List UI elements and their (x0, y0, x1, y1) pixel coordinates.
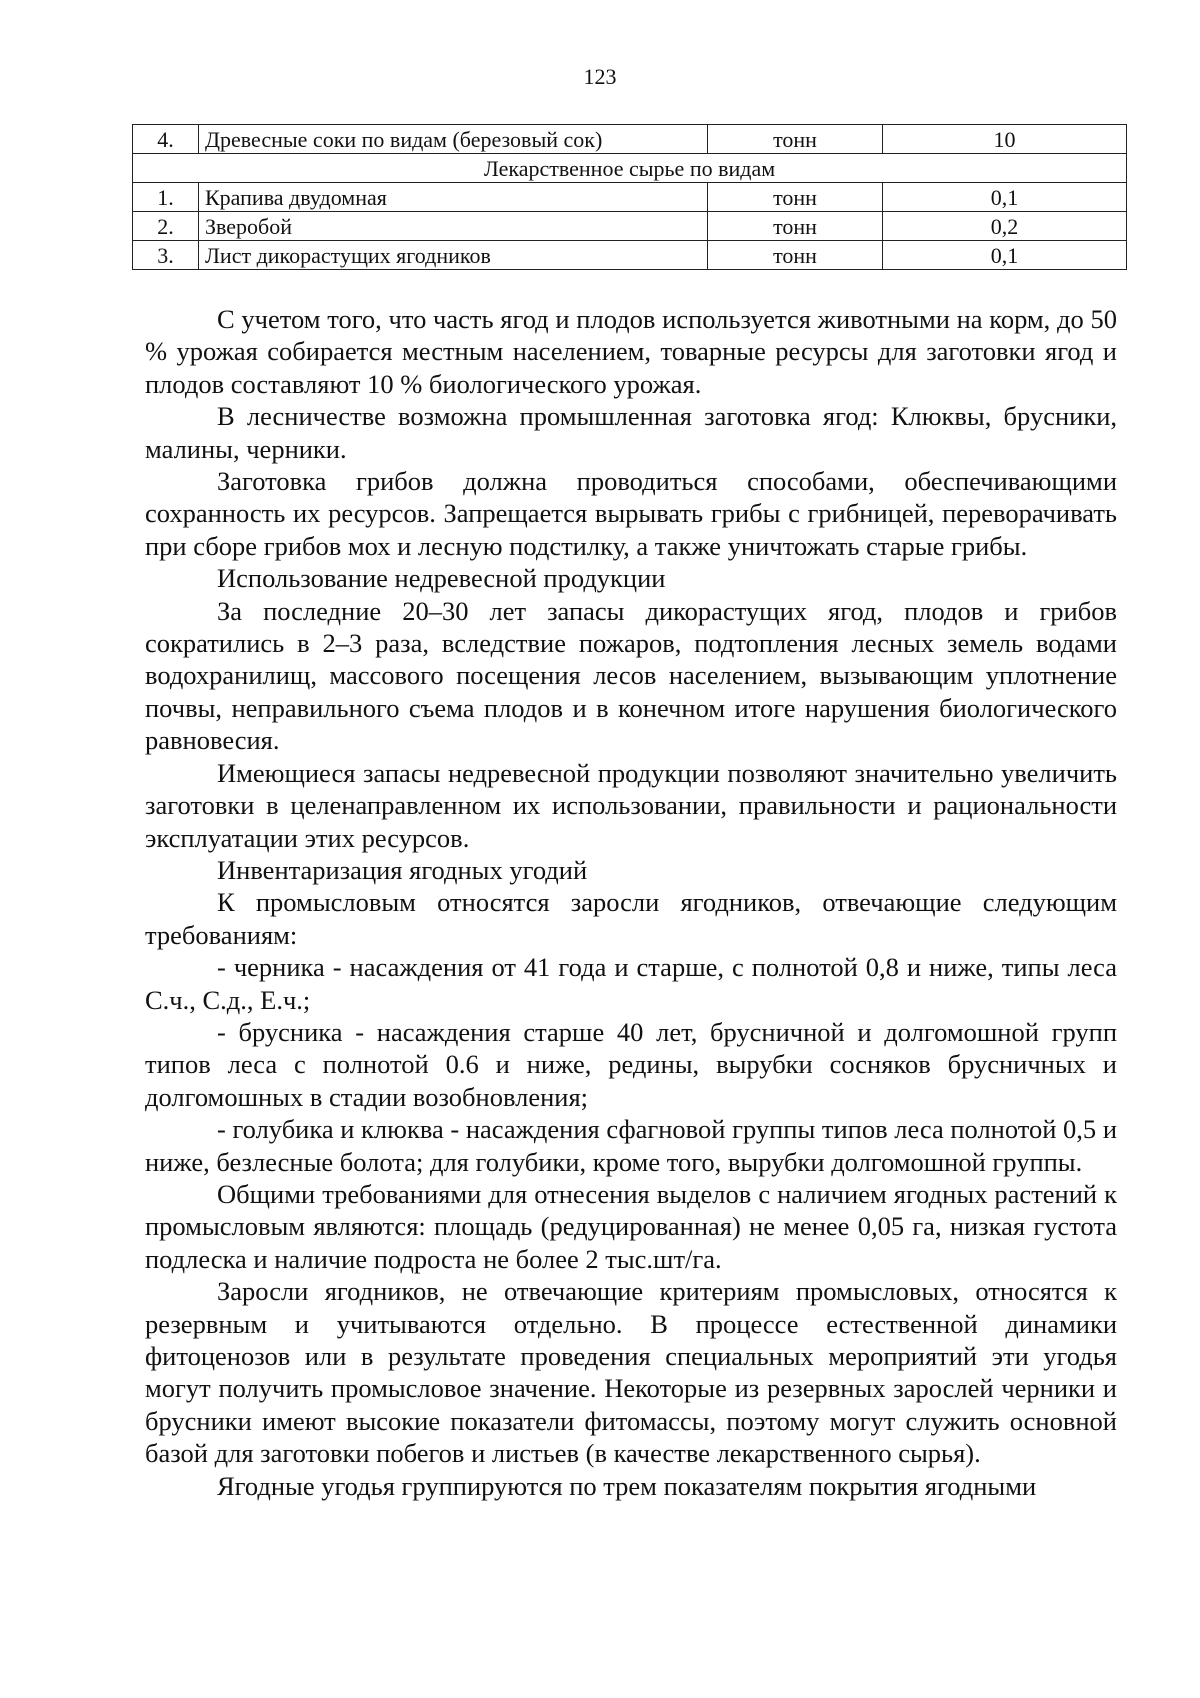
row-unit: тонн (708, 212, 883, 241)
paragraph: Имеющиеся запасы недревесной продукции позволяют значительно увеличить заготовки в целенаправленном их использовании, правильности и рациональности эксплуатации этих ресурсов. (145, 757, 1117, 853)
table-row (133, 241, 1127, 270)
table-group-header: Лекарственное сырье по видам (133, 154, 1127, 183)
row-value: 0,2 (883, 212, 1127, 241)
section-heading: Использование недревесной продукции (217, 563, 666, 594)
table-row (133, 125, 1127, 154)
table-group-header-row (133, 154, 1127, 183)
paragraph: Заготовка грибов должна проводиться способами, обеспечивающими сохранность их ресурсов. Запрещается вырывать грибы с грибницей, переворачивать при сборе грибов мох и лесную подстилку, а также уничтожать старые грибы. (145, 466, 1117, 561)
row-name: Зверобой (199, 212, 708, 241)
paragraph: В лесничестве возможна промышленная заготовка ягод: Клюквы, брусники, малины, черники. (145, 401, 1117, 464)
table-row (133, 212, 1127, 241)
row-number: 3. (133, 241, 199, 270)
row-name: Древесные соки по видам (березовый сок) (199, 125, 708, 154)
paragraph: Общими требованиями для отнесения выделов с наличием ягодных растений к промысловым являются: площадь (редуцированная) не менее 0,05 га, низкая густота подлеска и наличие подроста не более 2 тыс.шт/га. (145, 1178, 1117, 1274)
paragraph: С учетом того, что часть ягод и плодов используется животными на корм, до 50 % урожая собирается местным населением, товарные ресурсы для заготовки ягод и плодов составляют 10 % биологического урожая. (145, 304, 1117, 399)
paragraph: Ягодные угодья группируются по трем показателям покрытия ягодными (217, 1470, 1037, 1501)
row-value: 0,1 (883, 241, 1127, 270)
paragraph: Заросли ягодников, не отвечающие критериям промысловых, относятся к резервным и учитываются отдельно. В процессе естественной динамики фитоценозов или в результате проведения специальных мероприятий эти угодья могут получить промысловое значение. Некоторые из резервных зарослей черники и брусники имеют высокие показатели фитомассы, поэтому могут служить основной базой для заготовки побегов и листьев (в качестве лекарственного сырья). (145, 1276, 1117, 1469)
row-unit: тонн (708, 183, 883, 212)
paragraph: К промысловым относятся заросли ягодников, отвечающие следующим требованиям: (145, 887, 1117, 950)
row-name: Крапива двудомная (199, 183, 708, 212)
page-number: 123 (583, 64, 617, 89)
section-heading: Инвентаризация ягодных угодий (217, 854, 588, 885)
list-item: - голубика и клюква - насаждения сфагновой группы типов леса полнотой 0,5 и ниже, безлесные болота; для голубики, кроме того, вырубки долгомошной группы. (145, 1114, 1117, 1177)
row-number: 2. (133, 212, 199, 241)
row-unit: тонн (708, 241, 883, 270)
row-number: 4. (133, 125, 199, 154)
body-text (145, 303, 1117, 1502)
row-value: 10 (883, 125, 1127, 154)
row-value: 0,1 (883, 183, 1127, 212)
row-name: Лист дикорастущих ягодников (199, 241, 708, 270)
list-item: - черника - насаждения от 41 года и старше, с полнотой 0,8 и ниже, типы леса С.ч., С.д., Е.ч.; (145, 952, 1117, 1015)
table-row (133, 183, 1127, 212)
paragraph: За последние 20–30 лет запасы дикорастущих ягод, плодов и грибов сократились в 2–3 раза, вследствие пожаров, подтопления лесных земель водами водохранилищ, массового посещения лесов населением, вызывающим уплотнение почвы, неправильного съема плодов и в конечном итоге нарушения биологического равновесия. (145, 595, 1117, 756)
resources-table (132, 124, 1127, 270)
list-item: - брусника - насаждения старше 40 лет, брусничной и долгомошной групп типов леса с полнотой 0.6 и ниже, редины, вырубки сосняков брусничных и долгомошных в стадии возобновления; (145, 1016, 1117, 1112)
row-unit: тонн (708, 125, 883, 154)
row-number: 1. (133, 183, 199, 212)
